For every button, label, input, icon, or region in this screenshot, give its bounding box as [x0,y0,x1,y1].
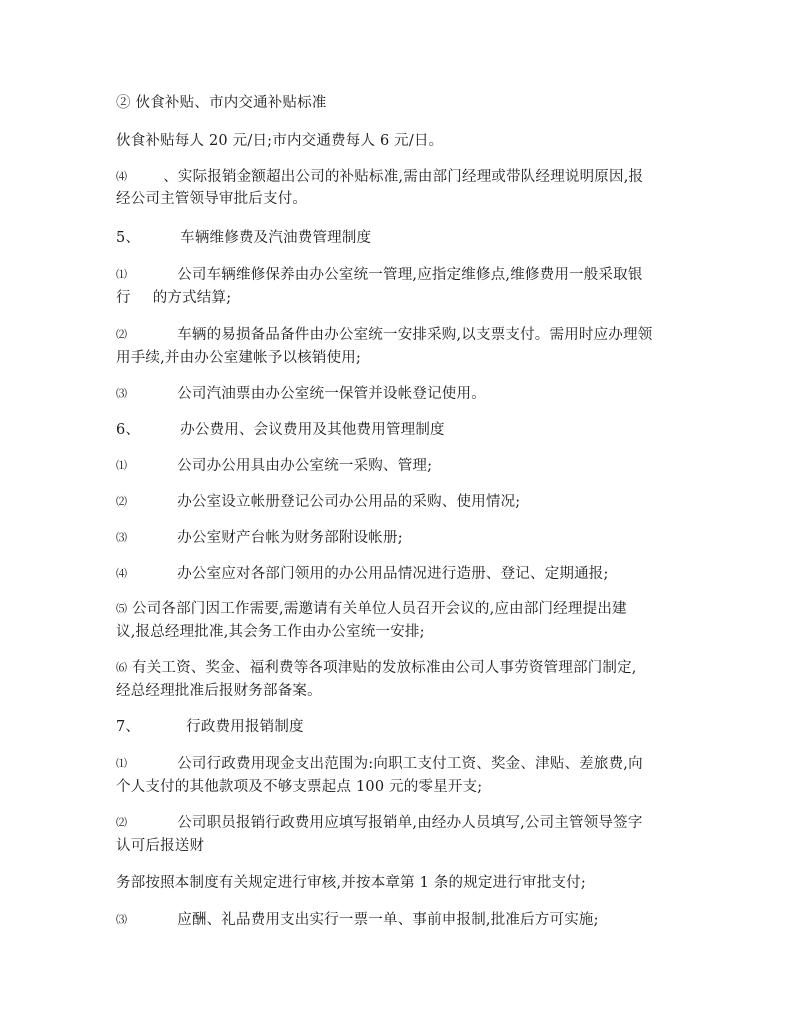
line-vehicle-parts-cont: 用手续,并由办公室建帐予以核销使用; [116,350,362,366]
line-meetings: ⑸ 公司各部门因工作需要,需邀请有关单位人员召开会议的,应由部门经理提出建 [116,601,627,617]
line-allowances-cont: 经总经理批准后报财务部备案。 [116,683,322,699]
line-excess-reimbursement-cont: 经公司主管领导审批后支付。 [116,191,308,207]
line-expense-report-cont: 认可后报送财 [116,838,205,854]
line-fuel-tickets: ⑶ 公司汽油票由办公室统一保管并设帐登记使用。 [116,386,486,402]
line-office-supplies: ⑴ 公司办公用具由办公室统一采购、管理; [116,458,433,474]
line-expense-report: ⑵ 公司职员报销行政费用应填写报销单,由经办人员填写,公司主管领导签字 [116,815,643,831]
line-vehicle-parts: ⑵ 车辆的易损备品备件由办公室统一安排采购,以支票支付。需用时应办理领 [116,327,653,343]
line-meetings-cont: 议,报总经理批准,其会务工作由办公室统一安排; [116,624,425,640]
line-cash-scope-cont: 个人支付的其他款项及不够支票起点 100 元的零星开支; [116,779,483,795]
line-finance-review: 务部按照本制度有关规定进行审核,并按本章第 1 条的规定进行审批支付; [116,875,586,891]
line-subsidy-heading: ② 伙食补贴、市内交通补贴标准 [116,95,327,111]
section-6-heading: 6、 办公费用、会议费用及其他费用管理制度 [116,422,445,438]
line-entertainment: ⑶ 应酬、礼品费用支出实行一票一单、事前申报制,批准后方可实施; [116,912,599,928]
line-vehicle-maintenance: ⑴ 公司车辆维修保养由办公室统一管理,应指定维修点,维修费用一般采取银 [116,267,643,283]
line-office-ledger: ⑵ 办公室设立帐册登记公司办公用品的采购、使用情况; [116,494,521,510]
line-excess-reimbursement: ⑷ 、实际报销金额超出公司的补贴标准,需由部门经理或带队经理说明原因,报 [116,169,644,185]
line-office-register: ⑷ 办公室应对各部门领用的办公用品情况进行造册、登记、定期通报; [116,566,609,582]
line-subsidy-rate: 伙食补贴每人 20 元/日;市内交通费每人 6 元/日。 [116,133,444,149]
section-5-heading: 5、 车辆维修费及汽油费管理制度 [116,230,372,246]
line-allowances: ⑹ 有关工资、奖金、福利费等各项津贴的发放标准由公司人事劳资管理部门制定, [116,660,637,676]
line-vehicle-maintenance-cont: 行 的方式结算; [116,290,232,306]
line-cash-scope: ⑴ 公司行政费用现金支出范围为:向职工支付工资、奖金、津贴、差旅费,向 [116,756,643,772]
section-7-heading: 7、 行政费用报销制度 [116,719,304,735]
line-property-ledger: ⑶ 办公室财产台帐为财务部附设帐册; [116,530,403,546]
